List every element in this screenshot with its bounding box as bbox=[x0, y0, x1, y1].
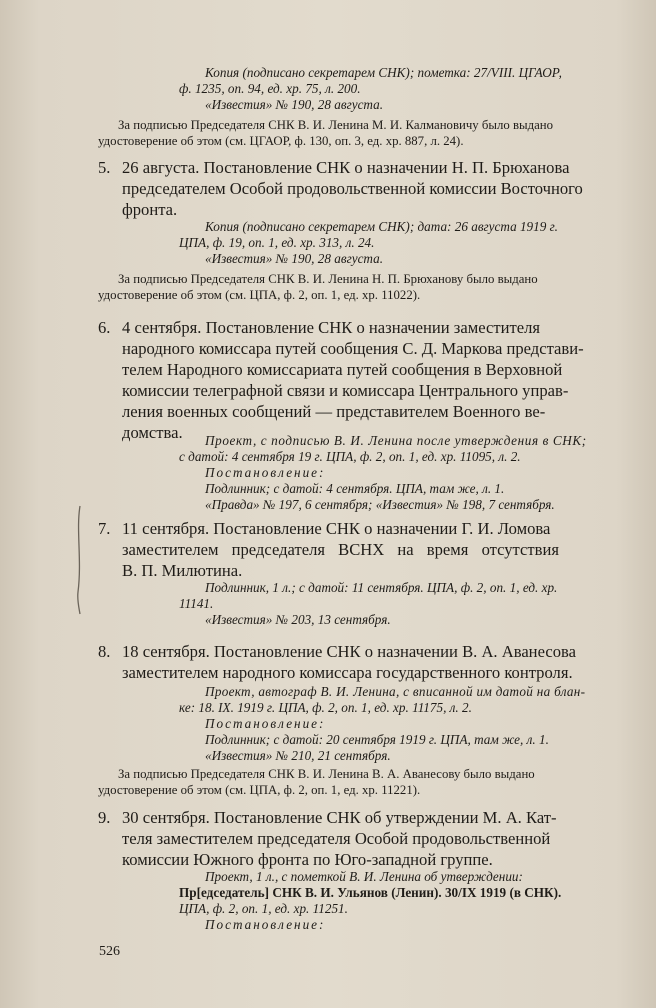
source-line: «Известия» № 190, 28 августа. bbox=[205, 251, 383, 266]
source-line: Постановление: bbox=[205, 465, 326, 480]
entry-6 bbox=[98, 317, 632, 443]
entry-number: 9. bbox=[98, 808, 111, 827]
entry-line: фронта. bbox=[122, 200, 178, 219]
entry-number: 8. bbox=[98, 642, 111, 661]
entry-8-note bbox=[98, 766, 632, 798]
entry-line: ления военных сообщений — представителем Военного ве- bbox=[122, 402, 546, 421]
entry-7 bbox=[98, 518, 632, 581]
source-line: Проект, 1 л., с пометкой В. И. Ленина об утверждении: bbox=[205, 869, 523, 884]
source-line: Постановление: bbox=[205, 716, 326, 731]
note-line: За подписью Председателя СНК В. И. Ленина Н. П. Брюханову было выдано bbox=[118, 272, 538, 286]
entry-line: В. П. Милютина. bbox=[122, 561, 243, 580]
source-line: Проект, автограф В. И. Ленина, с вписанной им датой на блан- bbox=[205, 684, 586, 699]
page-number: 526 bbox=[99, 944, 120, 959]
entry-5-sources bbox=[179, 219, 635, 267]
source-line: ке: 18. IX. 1919 г. ЦПА, ф. 2, оп. 1, ед. хр. 11175, л. 2. bbox=[179, 700, 472, 715]
source-line: 11141. bbox=[179, 596, 214, 611]
source-line: «Правда» № 197, 6 сентября; «Известия» № 198, 7 сентября. bbox=[205, 497, 555, 512]
entry-5-note bbox=[98, 271, 632, 303]
entry-line: 18 сентября. Постановление СНК о назначении В. А. Аванесова bbox=[122, 642, 576, 661]
entry-9-sources bbox=[179, 869, 635, 933]
entry-line: комиссии Южного фронта по Юго-западной группе. bbox=[122, 850, 493, 869]
note-line: За подписью Председателя СНК В. И. Ленина В. А. Аванесову было выдано bbox=[118, 767, 535, 781]
entry-7-sources bbox=[179, 580, 635, 628]
source-line: Копия (подписано секретарем СНК); дата: 26 августа 1919 г. bbox=[205, 219, 558, 234]
source-line: ЦПА, ф. 19, оп. 1, ед. хр. 313, л. 24. bbox=[179, 235, 375, 250]
source-line: с датой: 4 сентября 19 г. ЦПА, ф. 2, оп. 1, ед. хр. 11095, л. 2. bbox=[179, 449, 521, 464]
entry-line: теля заместителем председателя Особой продовольственной bbox=[122, 829, 551, 848]
source-line: Подлинник, 1 л.; с датой: 11 сентября. ЦПА, ф. 2, оп. 1, ед. хр. bbox=[205, 580, 558, 595]
entry-line: 11 сентября. Постановление СНК о назначении Г. И. Ломова bbox=[122, 519, 551, 538]
note-line: удостоверение об этом (см. ЦПА, ф. 2, оп. 1, ед. хр. 11022). bbox=[98, 288, 421, 302]
entry-line: заместителем председателя ВСНХ на время отсутствия bbox=[122, 540, 559, 559]
top-sources bbox=[179, 65, 635, 113]
source-line: «Известия» № 190, 28 августа. bbox=[205, 97, 383, 112]
entry-line: комиссии телеграфной связи и комиссара Центрального управ- bbox=[122, 381, 569, 400]
source-line: Пр[едседатель] СНК В. И. Ульянов (Ленин). 30/IX 1919 (в СНК). bbox=[179, 885, 562, 900]
source-line: Подлинник; с датой: 4 сентября. ЦПА, там же, л. 1. bbox=[205, 481, 505, 496]
entry-line: заместителем народного комиссара государственного контроля. bbox=[122, 663, 573, 682]
entry-number: 5. bbox=[98, 158, 111, 177]
entry-line: 4 сентября. Постановление СНК о назначении заместителя bbox=[122, 318, 541, 337]
note-line: удостоверение об этом (см. ЦПА, ф. 2, оп. 1, ед. хр. 11221). bbox=[98, 783, 421, 797]
entry-line: 26 августа. Постановление СНК о назначении Н. П. Брюханова bbox=[122, 158, 570, 177]
entry-9 bbox=[98, 807, 632, 870]
source-line: «Известия» № 203, 13 сентября. bbox=[205, 612, 391, 627]
entry-number: 7. bbox=[98, 519, 111, 538]
entry-line: телем Народного комиссариата путей сообщения в Верховной bbox=[122, 360, 563, 379]
entry-number: 6. bbox=[98, 318, 111, 337]
margin-pencil-mark bbox=[70, 500, 90, 620]
entry-line: председателем Особой продовольственной комиссии Восточного bbox=[122, 179, 583, 198]
entry-8-sources bbox=[179, 684, 635, 764]
source-line: Копия (подписано секретарем СНК); пометка: 27/VIII. ЦГАОР, bbox=[205, 65, 562, 80]
entry-line: народного комиссара путей сообщения С. Д. Маркова представи- bbox=[122, 339, 584, 358]
note-line: удостоверение об этом (см. ЦГАОР, ф. 130, оп. 3, ед. хр. 887, л. 24). bbox=[98, 134, 464, 148]
source-line: ЦПА, ф. 2, оп. 1, ед. хр. 11251. bbox=[179, 901, 348, 916]
source-line: «Известия» № 210, 21 сентября. bbox=[205, 748, 391, 763]
top-note bbox=[98, 117, 632, 149]
entry-8 bbox=[98, 641, 632, 683]
entry-line: домства. bbox=[122, 423, 183, 442]
note-line: За подписью Председателя СНК В. И. Ленина М. И. Калмановичу было выдано bbox=[118, 118, 554, 132]
entry-6-sources bbox=[179, 433, 635, 513]
source-line: Постановление: bbox=[205, 917, 326, 932]
source-line: Проект, с подписью В. И. Ленина после утверждения в СНК; bbox=[205, 433, 587, 448]
entry-line: 30 сентября. Постановление СНК об утверждении М. А. Кат- bbox=[122, 808, 557, 827]
entry-5 bbox=[98, 157, 632, 220]
source-line: ф. 1235, оп. 94, ед. хр. 75, л. 200. bbox=[179, 81, 361, 96]
source-line: Подлинник; с датой: 20 сентября 1919 г. ЦПА, там же, л. 1. bbox=[205, 732, 549, 747]
